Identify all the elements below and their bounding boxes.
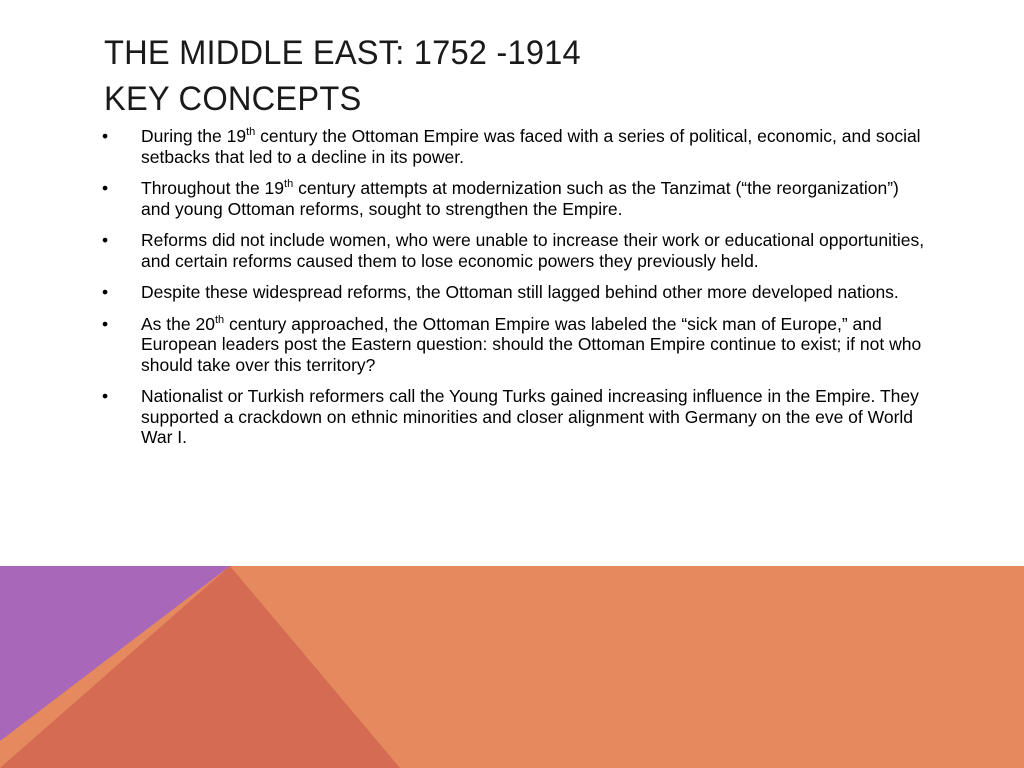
slide-title-line-2: KEY CONCEPTS [104,80,362,118]
bullet-text-continued: century approached, the Ottoman Empire was labeled the “sick man of Europe,” and European leaders post the Eastern question: should the Ottoman Empire continue to exist; if not who should take over this territory? [141,313,922,375]
bullet-item-4 [102,282,932,303]
bullet-text: During the 19 [141,126,247,146]
bullet-text: As the 20 [141,313,215,334]
bullet-marker: • [102,386,109,406]
bullet-marker: • [102,282,109,302]
bullet-text-continued: century the Ottoman Empire was faced with a series of political, economic, and social setbacks that led to a decline in its power. [141,126,921,167]
bullet-text-continued: century attempts at modernization such as the Tanzimat (“the reorganization”) and young Ottoman reforms, sought to strengthen the Empire. [141,178,899,219]
bullet-marker: • [102,126,109,146]
bullet-superscript: th [284,178,294,191]
bullet-marker: • [102,178,109,198]
bullet-marker: • [102,313,109,334]
bullet-superscript: th [214,313,225,326]
bullet-item-3 [102,230,932,271]
slide-title [104,30,930,122]
bullet-item-1 [102,126,932,167]
bullet-item-5 [102,314,932,376]
bullet-text: Reforms did not include women, who were unable to increase their work or educational opportunities, and certain reforms caused them to lose economic powers they previously held. [141,230,925,271]
bullet-text: Throughout the 19 [141,178,285,198]
bullet-text: Nationalist or Turkish reformers call the Young Turks gained increasing influence in the Empire. They supported a crackdown on ethnic minorities and closer alignment with Germany on the eve of World War I. [141,386,919,447]
bullet-text: Despite these widespread reforms, the Ottoman still lagged behind other more developed nations. [141,282,899,302]
decorative-footer-shapes [0,566,1024,768]
slide-title-line-1: THE MIDDLE EAST: 1752 -1914 [104,34,581,72]
bullet-item-2 [102,178,932,219]
bullet-item-6 [102,386,932,448]
bullet-superscript: th [246,126,256,139]
bullet-marker: • [102,230,109,250]
key-concepts-list [102,126,932,459]
